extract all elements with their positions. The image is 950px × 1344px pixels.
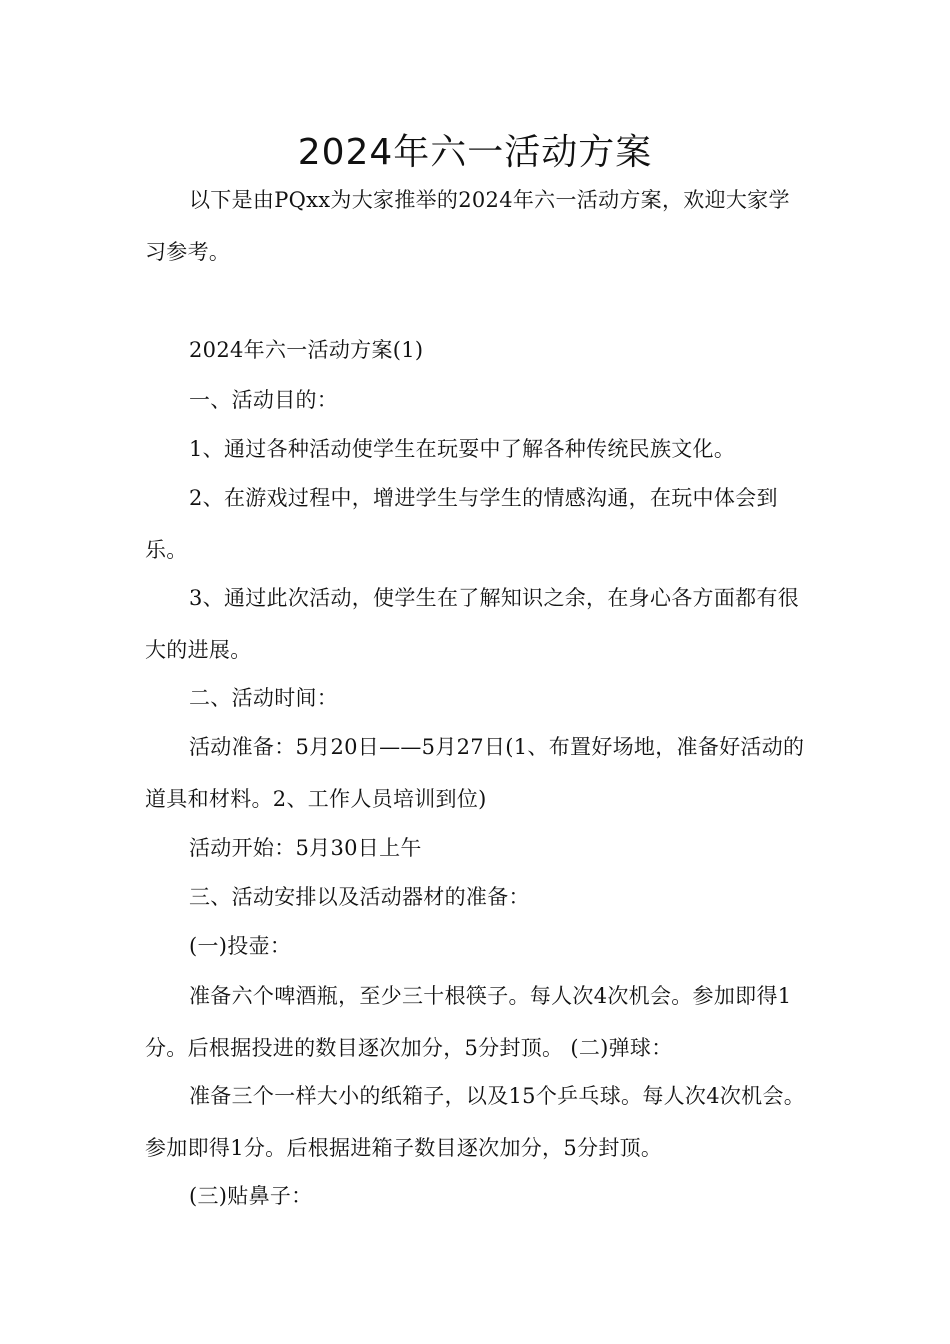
heading-touhu: (一)投壶： [189,934,292,958]
marble-rules: 准备三个一样大小的纸箱子，以及15个乒乓球。每人次4次机会。参加即得1分。后根据进箱子数目逐次加分，5分封顶。 [145,1084,806,1160]
heading-activity-time: 二、活动时间： [189,686,339,710]
activity-start: 活动开始：5月30日上午 [189,836,422,860]
heading-activity-arrangement: 三、活动安排以及活动器材的准备： [189,885,530,909]
document-title: 2024年六一活动方案 [297,132,653,173]
purpose-item-1: 1、通过各种活动使学生在玩耍中了解各种传统民族文化。 [189,437,736,461]
touhu-rules: 准备六个啤酒瓶，至少三十根筷子。每人次4次机会。参加即得1分。后根据投进的数目逐次加分，5分封顶。 (二)弹球： [145,984,792,1060]
intro-paragraph: 以下是由PQxx为大家推举的2024年六一活动方案，欢迎大家学习参考。 [145,188,790,264]
activity-preparation: 活动准备：5月20日——5月27日(1、布置好场地，准备好活动的道具和材料。2、工作人员培训到位) [145,735,805,811]
heading-stick-nose: (三)贴鼻子： [189,1184,313,1208]
purpose-item-3: 3、通过此次活动，使学生在了解知识之余，在身心各方面都有很大的进展。 [145,586,800,662]
heading-activity-purpose: 一、活动目的： [189,388,339,412]
section-heading-plan-1: 2024年六一活动方案(1) [189,338,424,362]
purpose-item-2: 2、在游戏过程中，增进学生与学生的情感沟通，在玩中体会到乐。 [145,486,778,562]
